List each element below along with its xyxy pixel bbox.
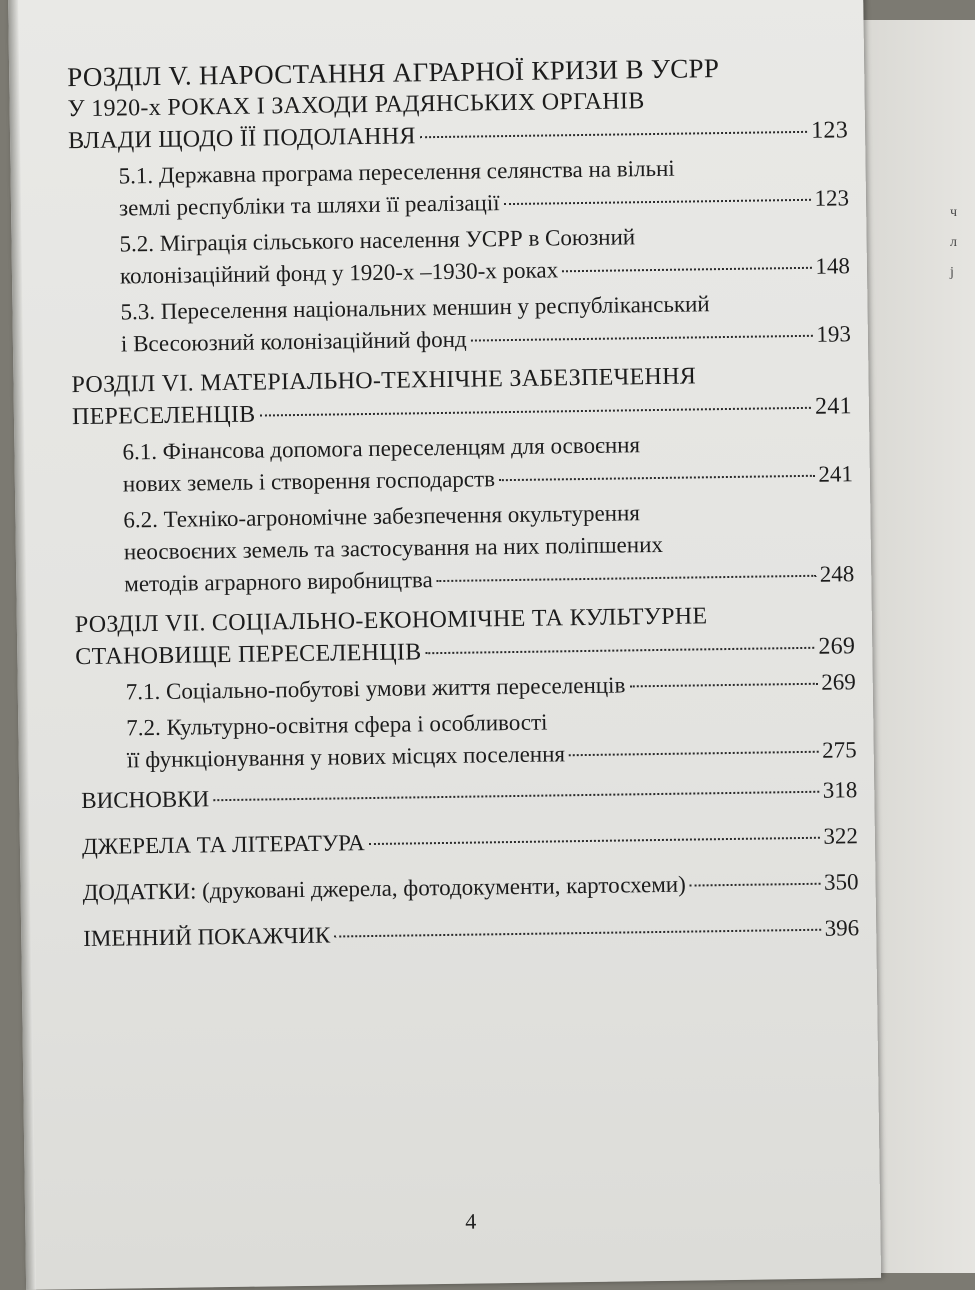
dot-leader <box>426 647 815 654</box>
toc-page-number: 248 <box>819 561 855 587</box>
toc-page-number: 269 <box>821 669 856 695</box>
toc-line: РОЗДІЛ V. НАРОСТАННЯ АГРАРНОЇ КРИЗИ В УСРР <box>67 53 720 93</box>
toc-chapter-5 <box>67 50 848 157</box>
toc-chapter-6 <box>71 358 852 433</box>
toc-line: ДЖЕРЕЛА ТА ЛІТЕРАТУРА <box>81 830 365 860</box>
dot-leader <box>499 475 814 481</box>
toc-line: ПЕРЕСЕЛЕНЦІВ <box>71 401 256 431</box>
dot-leader <box>562 267 811 272</box>
toc-line: 5.2. Міграція сільського населення УСРР в Союзний <box>119 224 636 257</box>
dot-leader <box>369 837 820 845</box>
dot-leader <box>260 407 812 417</box>
toc-chapter-7 <box>75 598 856 673</box>
toc-section-5-3 <box>70 286 851 361</box>
toc-page-number: 396 <box>824 915 860 941</box>
toc-line: ДОДАТКИ: (друковані джерела, фотодокументи, картосхеми) <box>82 871 686 906</box>
dot-leader <box>213 791 819 801</box>
toc-line: колонізаційний фонд у 1920-х –1930-х роках <box>119 257 559 289</box>
page-gutter <box>8 0 36 1290</box>
toc-line: неосвоєних земель та застосування на них поліпшених <box>123 531 664 565</box>
toc-line: СТАНОВИЩЕ ПЕРЕСЕЛЕНЦІВ <box>75 639 422 671</box>
toc-line: РОЗДІЛ VII. СОЦІАЛЬНО-ЕКОНОМІЧНЕ ТА КУЛЬТУРНЕ <box>74 603 708 639</box>
dot-leader <box>420 131 807 138</box>
table-of-contents <box>67 50 859 955</box>
dot-leader <box>437 575 816 582</box>
toc-section-7-2 <box>76 702 857 777</box>
toc-page-number: 148 <box>815 253 851 279</box>
toc-section-5-2 <box>69 218 850 293</box>
page-number: 4 <box>465 1208 477 1234</box>
toc-line: У 1920-х РОКАХ І ЗАХОДИ РАДЯНСЬКИХ ОРГАНІВ <box>67 88 645 123</box>
facing-page-mark: л <box>950 235 957 250</box>
dot-leader <box>334 929 820 938</box>
toc-line: ВИСНОВКИ <box>81 786 210 814</box>
dot-leader <box>690 883 820 887</box>
facing-page-mark: ј <box>950 265 954 280</box>
toc-line: 5.3. Переселення національних меншин у республіканський <box>120 291 710 325</box>
toc-page-number: 193 <box>816 321 852 347</box>
toc-page-number: 350 <box>823 869 859 895</box>
toc-line: ВЛАДИ ЩОДО ЇЇ ПОДОЛАННЯ <box>67 123 416 155</box>
toc-section-5-1 <box>68 150 849 225</box>
toc-line: 5.1. Державна програма переселення селянства на вільні <box>118 155 675 189</box>
toc-page-number: 123 <box>814 185 850 211</box>
toc-page-number: 318 <box>822 777 858 803</box>
toc-line: її функціонування у нових місцях поселення <box>126 741 566 773</box>
toc-line: 6.1. Фінансова допомога переселенцям для освоєння <box>122 432 641 465</box>
toc-line: 7.1. Соціально-побутові умови життя переселенців <box>125 672 626 705</box>
toc-section-6-1 <box>72 426 853 501</box>
toc-line: методів аграрного виробництва <box>124 567 433 597</box>
toc-line: РОЗДІЛ VI. МАТЕРІАЛЬНО-ТЕХНІЧНЕ ЗАБЕЗПЕЧЕННЯ <box>71 363 697 399</box>
book-page <box>8 0 881 1290</box>
dot-leader <box>504 199 811 205</box>
dot-leader <box>471 335 813 342</box>
toc-page-number: 241 <box>814 393 853 420</box>
toc-line: 7.2. Культурно-освітня сфера і особливості <box>126 709 548 741</box>
toc-page-number: 275 <box>822 737 857 763</box>
dot-leader <box>569 751 818 756</box>
toc-page-number: 123 <box>810 117 849 144</box>
toc-line: ІМЕННИЙ ПОКАЖЧИК <box>83 922 331 952</box>
toc-line: нових земель і створення господарств <box>122 466 496 497</box>
toc-line: землі республіки та шляхи її реалізації <box>118 190 500 221</box>
toc-section-6-2 <box>73 494 854 601</box>
toc-page-number: 269 <box>818 633 856 660</box>
dot-leader <box>629 683 817 688</box>
toc-line: 6.2. Техніко-агрономічне забезпечення окультурення <box>123 500 641 533</box>
toc-page-number: 322 <box>823 823 859 849</box>
facing-page-mark: ч <box>950 205 958 220</box>
toc-line: і Всесоюзний колонізаційний фонд <box>120 326 467 357</box>
toc-page-number: 241 <box>818 461 854 487</box>
